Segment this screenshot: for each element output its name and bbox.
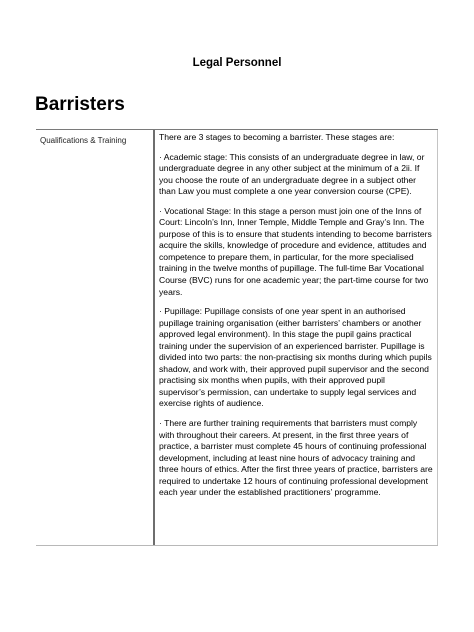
- intro-paragraph: There are 3 stages to becoming a barrister. These stages are:: [159, 132, 395, 142]
- section-heading: Barristers: [35, 94, 125, 115]
- document-title: Legal Personnel: [192, 57, 282, 69]
- pupillage-paragraph: · Pupillage: Pupillage consists of one year spent in an authorised pupillage training organisation (either barristers’ chambers or another approved legal environment). In this stage the pupil gains practical training under the supervision of an experienced barrister. Pupillage is divided into two parts: the non-practising six months during which pupils shadow, and work with, their approved pupil supervisor and the second practising six months when pupils, with their approved pupil supervisor’s permission, can undertake to supply legal services and exercise rights of audience.: [159, 306, 432, 409]
- table-bottom-border: [36, 545, 438, 546]
- qualifications-table: [36, 129, 438, 546]
- row-content: [159, 132, 433, 507]
- academic-stage-paragraph: · Academic stage: This consists of an undergraduate degree in law, or undergraduate degree in any other subject at the minimum of a 2ii. If you choose the route of an undergraduate degree in a subject other than Law you must complete a one year conversion course (CPE).: [159, 151, 425, 197]
- table-column-divider: [153, 130, 155, 545]
- table-right-border: [437, 130, 438, 545]
- table-top-border: [36, 129, 438, 130]
- row-label: Qualifications & Training: [40, 136, 127, 145]
- further-training-paragraph: · There are further training requirements that barristers must comply with throughout their careers. At present, in the first three years of practice, a barrister must complete 45 hours of continuing professional development, including at least nine hours of advocacy training and three hours of ethics. After the first three years of practice, barristers are required to undertake 12 hours of continuing professional development each year under the established practitioners’ programme.: [159, 418, 433, 498]
- vocational-stage-paragraph: · Vocational Stage: In this stage a person must join one of the Inns of Court: Lincoln’s Inn, Inner Temple, Middle Temple and Gray’s Inn. The purpose of this is to ensure that students intending to become barristers acquire the skills, knowledge of procedure and evidence, attitudes and competence to prepare them, in particular, for the more specialised training in the twelve months of pupillage. The full-time Bar Vocational Course (BVC) runs for one academic year; the part-time course for two years.: [159, 205, 432, 297]
